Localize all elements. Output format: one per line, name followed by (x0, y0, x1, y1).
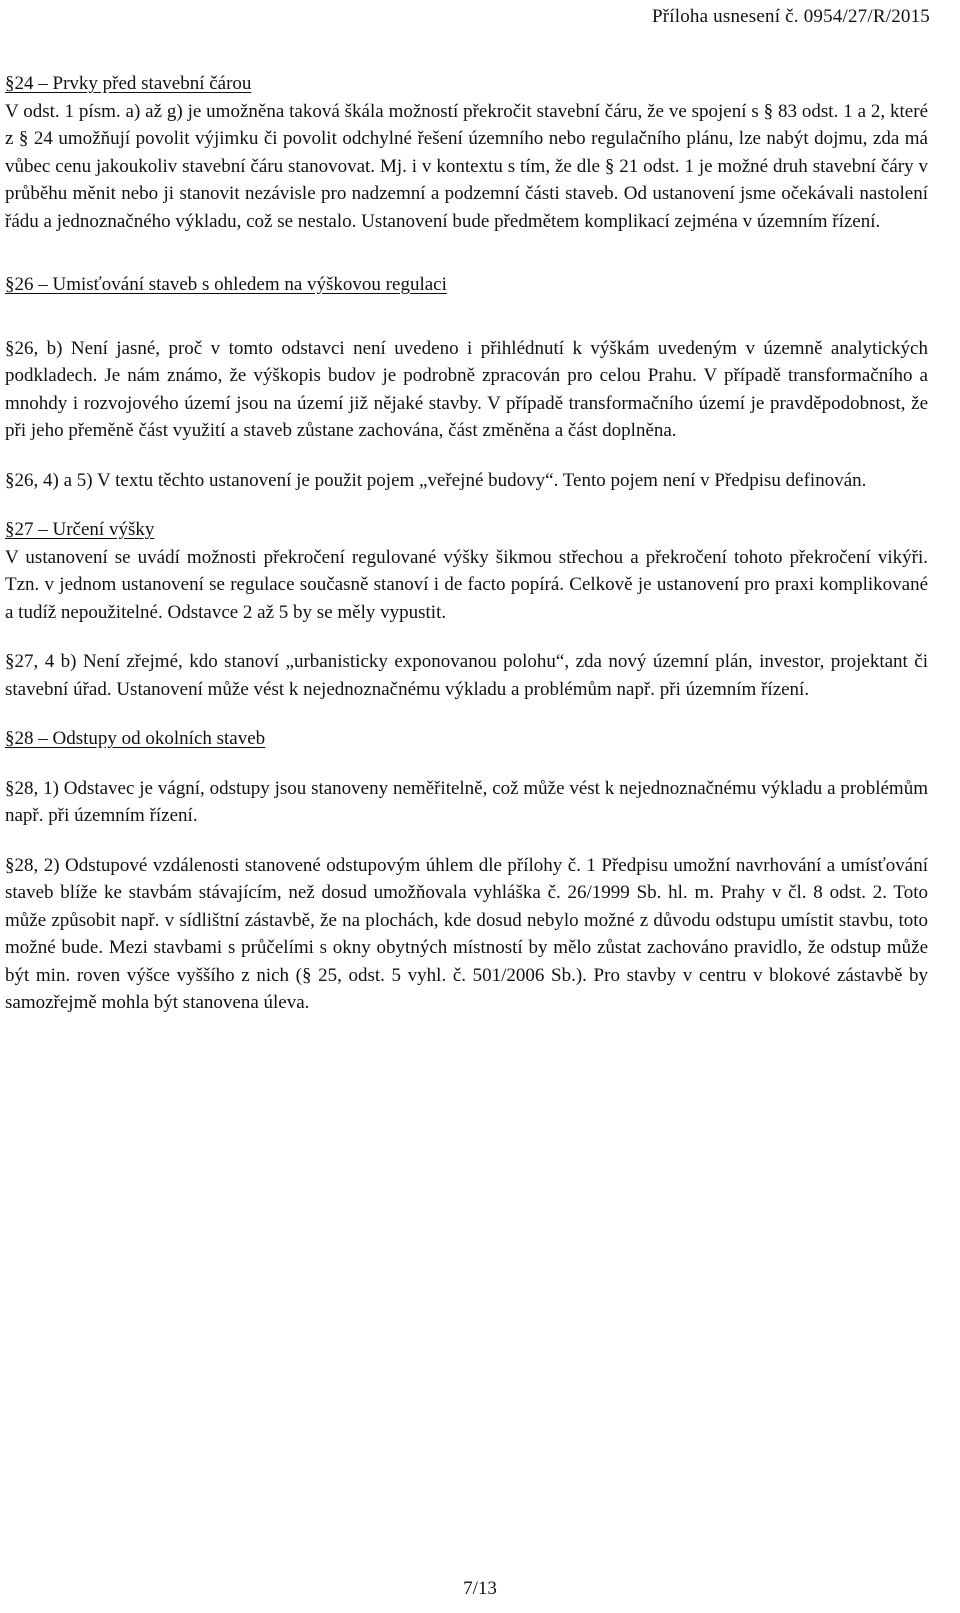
section-heading-26: §26 – Umisťování staveb s ohledem na výškovou regulaci (5, 274, 447, 295)
section-heading-27: §27 – Určení výšky (5, 519, 155, 540)
document-body (5, 70, 928, 1017)
paragraph-28-1: §28, 1) Odstavec je vágní, odstupy jsou stanoveny neměřitelně, což může vést k nejednoznačnému výkladu a problémům např. při územním řízení. (5, 777, 928, 826)
paragraph-26-2: §26, 4) a 5) V textu těchto ustanovení je použit pojem „veřejné budovy“. Tento pojem není v Předpisu definován. (5, 469, 867, 491)
page-number: 7/13 (463, 1578, 497, 1599)
paragraph-27-1: V ustanovení se uvádí možnosti překročení regulované výšky šikmou střechou a překročení tohoto překročení vikýři. Tzn. v jednom ustanovení se regulace současně stanoví i de facto popírá. Celkově je ustanovení pro praxi komplikované a tudíž nepoužitelné. Odstavce 2 až 5 by se měly vypustit. (5, 546, 928, 623)
annex-reference: Příloha usnesení č. 0954/27/R/2015 (651, 6, 930, 27)
paragraph-24-1: V odst. 1 písm. a) až g) je umožněna taková škála možností překročit stavební čáru, že ve spojení s § 83 odst. 1 a 2, které z § 24 umožňují povolit výjimku či povolit odchylné řešení územního nebo regulačního plánu, lze nabýt dojmu, zda má vůbec cenu jakoukoliv stavební čáru stanovovat. Mj. i v kontextu s tím, že dle § 21 odst. 1 je možné druh stavební čáry v průběhu měnit nebo ji stanovit nezávisle pro nadzemní a podzemní části staveb. Od ustanovení jsme očekávali nastolení řádu a jednoznačného výkladu, což se nestalo. Ustanovení bude předmětem komplikací zejména v územním řízení. (5, 100, 928, 232)
paragraph-26-1: §26, b) Není jasné, proč v tomto odstavci není uvedeno i přihlédnutí k výškám uvedeným v územně analytických podkladech. Je nám známo, že výškopis budov je podrobně zpracován pro celou Prahu. V případě transformačního a mnohdy i rozvojového území jsou na území již nějaké stavby. V případě transformačního území je pravděpodobnost, že při jeho přeměně část využití a staveb zůstane zachována, část změněna a část doplněna. (5, 337, 928, 441)
paragraph-28-2: §28, 2) Odstupové vzdálenosti stanovené odstupovým úhlem dle přílohy č. 1 Předpisu umožní navrhování a umísťování staveb blíže ke stavbám stávajícím, než dosud umožňovala vyhláška č. 26/1999 Sb. hl. m. Prahy v čl. 8 odst. 2. Toto může způsobit např. v sídlištní zástavbě, že na plochách, kde dosud nebylo možné z důvodu odstupu umístit stavbu, toto možné bude. Mezi stavbami s průčelími s okny obytných místností by mělo zůstat zachováno pravidlo, že odstup může být min. roven výšce vyššího z nich (§ 25, odst. 5 vyhl. č. 501/2006 Sb.). Pro stavby v centru v blokové zástavbě by samozřejmě mohla být stanovena úleva. (5, 854, 928, 1013)
paragraph-27-2: §27, 4 b) Není zřejmé, kdo stanoví „urbanisticky exponovanou polohu“, zda nový územní plán, investor, projektant či stavební úřad. Ustanovení může vést k nejednoznačnému výkladu a problémům např. při územním řízení. (5, 651, 928, 700)
section-heading-28: §28 – Odstupy od okolních staveb (5, 728, 266, 749)
section-heading-24: §24 – Prvky před stavební čárou (5, 73, 252, 94)
